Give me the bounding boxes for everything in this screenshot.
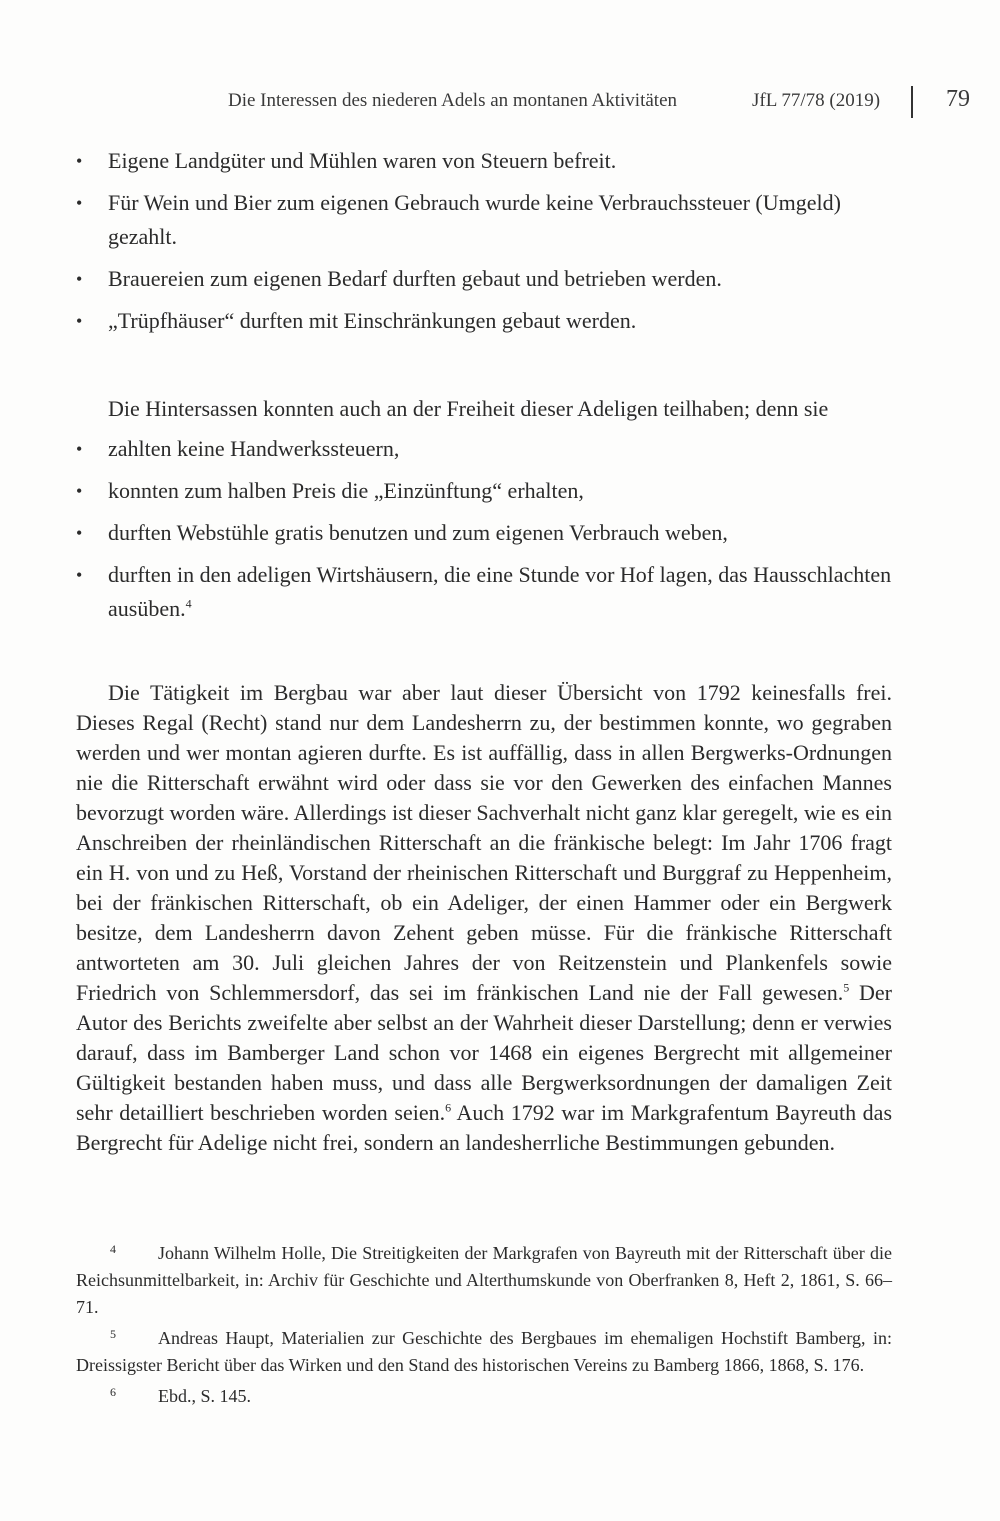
footnote-number: 6 (110, 1385, 116, 1399)
list-item (76, 144, 898, 178)
footnote-ref[interactable]: 5 (843, 980, 850, 995)
list-item (76, 474, 898, 508)
list-item-text: konnten zum halben Preis die „Einzünftung“ erhalten, (108, 478, 584, 503)
list-item (76, 516, 898, 550)
list-item-text: Brauereien zum eigenen Bedarf durften gebaut und betrieben werden. (108, 266, 722, 291)
list-item (76, 432, 898, 466)
footnote-ref[interactable]: 4 (185, 596, 192, 611)
body-text: Auch 1792 war im Markgrafentum Bayreuth das Bergrecht für Adelige nicht frei, sondern an landesherrliche Bestimmungen gebunden. (76, 1100, 893, 1155)
list-item (76, 304, 898, 338)
footnotes (76, 1240, 892, 1414)
running-title: Die Interessen des niederen Adels an montanen Aktivitäten (228, 90, 678, 111)
list-item (76, 262, 898, 296)
footnote-number: 4 (110, 1242, 116, 1256)
bullet-icon: • (76, 439, 83, 459)
bullet-icon: • (76, 311, 83, 331)
list-item-text: durften Webstühle gratis benutzen und zum eigenen Verbrauch weben, (108, 520, 728, 545)
journal-reference: JfL 77/78 (2019) (752, 90, 881, 111)
header-divider (911, 86, 913, 118)
bullet-icon: • (76, 481, 83, 501)
body-text: Der Autor des Berichts zweifelte aber selbst an der Wahrheit dieser Darstellung; denn er verwies darauf, dass im Bamberger Land schon vor 1468 ein eigenes Bergrecht mit allgemeiner Gültigkeit bestanden haben muss, und dass alle Bergwerksordnungen der damaligen Zeit sehr detailliert beschrieben worden seien. (76, 980, 892, 1125)
list-item-text: Für Wein und Bier zum eigenen Gebrauch wurde keine Verbrauchssteuer (Umgeld) gezahlt. (108, 190, 841, 249)
list-item (76, 558, 898, 626)
list-item-text: „Trüpfhäuser“ durften mit Einschränkungen gebaut werden. (108, 308, 637, 333)
bullet-icon: • (76, 269, 83, 289)
footnote (76, 1383, 892, 1410)
list-item-text: Eigene Landgüter und Mühlen waren von Steuern befreit. (108, 148, 617, 173)
bullet-icon: • (76, 193, 83, 213)
footnote-number: 5 (110, 1327, 116, 1341)
bullet-icon: • (76, 523, 83, 543)
footnote (76, 1240, 892, 1321)
footnote-text: Andreas Haupt, Materialien zur Geschichte des Bergbaues im ehemaligen Hochstift Bamberg, in: Dreissigster Bericht über das Wirken und den Stand des historischen Vereins zu Bamberg 1866, 1868, S. 176. (76, 1328, 892, 1375)
footnote (76, 1325, 892, 1379)
bullet-icon: • (76, 151, 83, 171)
body-text: Die Tätigkeit im Bergbau war aber laut dieser Übersicht von 1792 keinesfalls frei. Dieses Regal (Recht) stand nur dem Landesherrn zu, der bestimmen konnte, wo gegraben werden und wer montan agieren durfte. Es ist auffällig, dass in allen Bergwerks-Ordnungen nie die Ritterschaft erwähnt wird oder dass sie vor den Gewerken des einfachen Mannes bevorzugt worden wäre. Allerdings ist dieser Sachverhalt nicht ganz klar geregelt, wie es ein Anschreiben der rheinländischen Ritterschaft an die fränkische belegt: Im Jahr 1706 fragt ein H. von und zu Heß, Vorstand der rheinischen Ritterschaft und Burggraf zu Heppenheim, bei der fränkischen Ritterschaft, ob ein Adeliger, der einen Hammer oder ein Bergwerk besitze, dem Landesherrn davon Zehent geben müsse. Für die fränkische Ritterschaft antworteten am 30. Juli gleichen Jahres der von Reitzenstein und Plankenfels sowie Friedrich von Schlemmersdorf, das sei im fränkischen Land nie der Fall gewesen. (76, 680, 892, 1005)
bullet-icon: • (76, 565, 83, 585)
page-number: 79 (946, 86, 970, 112)
intro-paragraph: Die Hintersassen konnten auch an der Freiheit dieser Adeligen teilhaben; denn sie (108, 396, 829, 421)
list-item-text: durften in den adeligen Wirtshäusern, die eine Stunde vor Hof lagen, das Hausschlachten ausüben. (108, 562, 892, 621)
footnote-text: Johann Wilhelm Holle, Die Streitigkeiten der Markgrafen von Bayreuth mit der Ritterschaft über die Reichsunmittelbarkeit, in: Archiv für Geschichte und Alterthumskunde von Oberfranken 8, Heft 2, 1861, S. 66–71. (76, 1243, 892, 1317)
hintersassen-list (76, 432, 898, 634)
list-item-text: zahlten keine Handwerkssteuern, (108, 436, 400, 461)
privileges-list (76, 144, 898, 346)
body-paragraph (76, 678, 892, 1158)
footnote-text: Ebd., S. 145. (158, 1386, 252, 1406)
list-item (76, 186, 898, 254)
footnote-ref[interactable]: 6 (445, 1100, 452, 1115)
page-header (228, 86, 976, 118)
